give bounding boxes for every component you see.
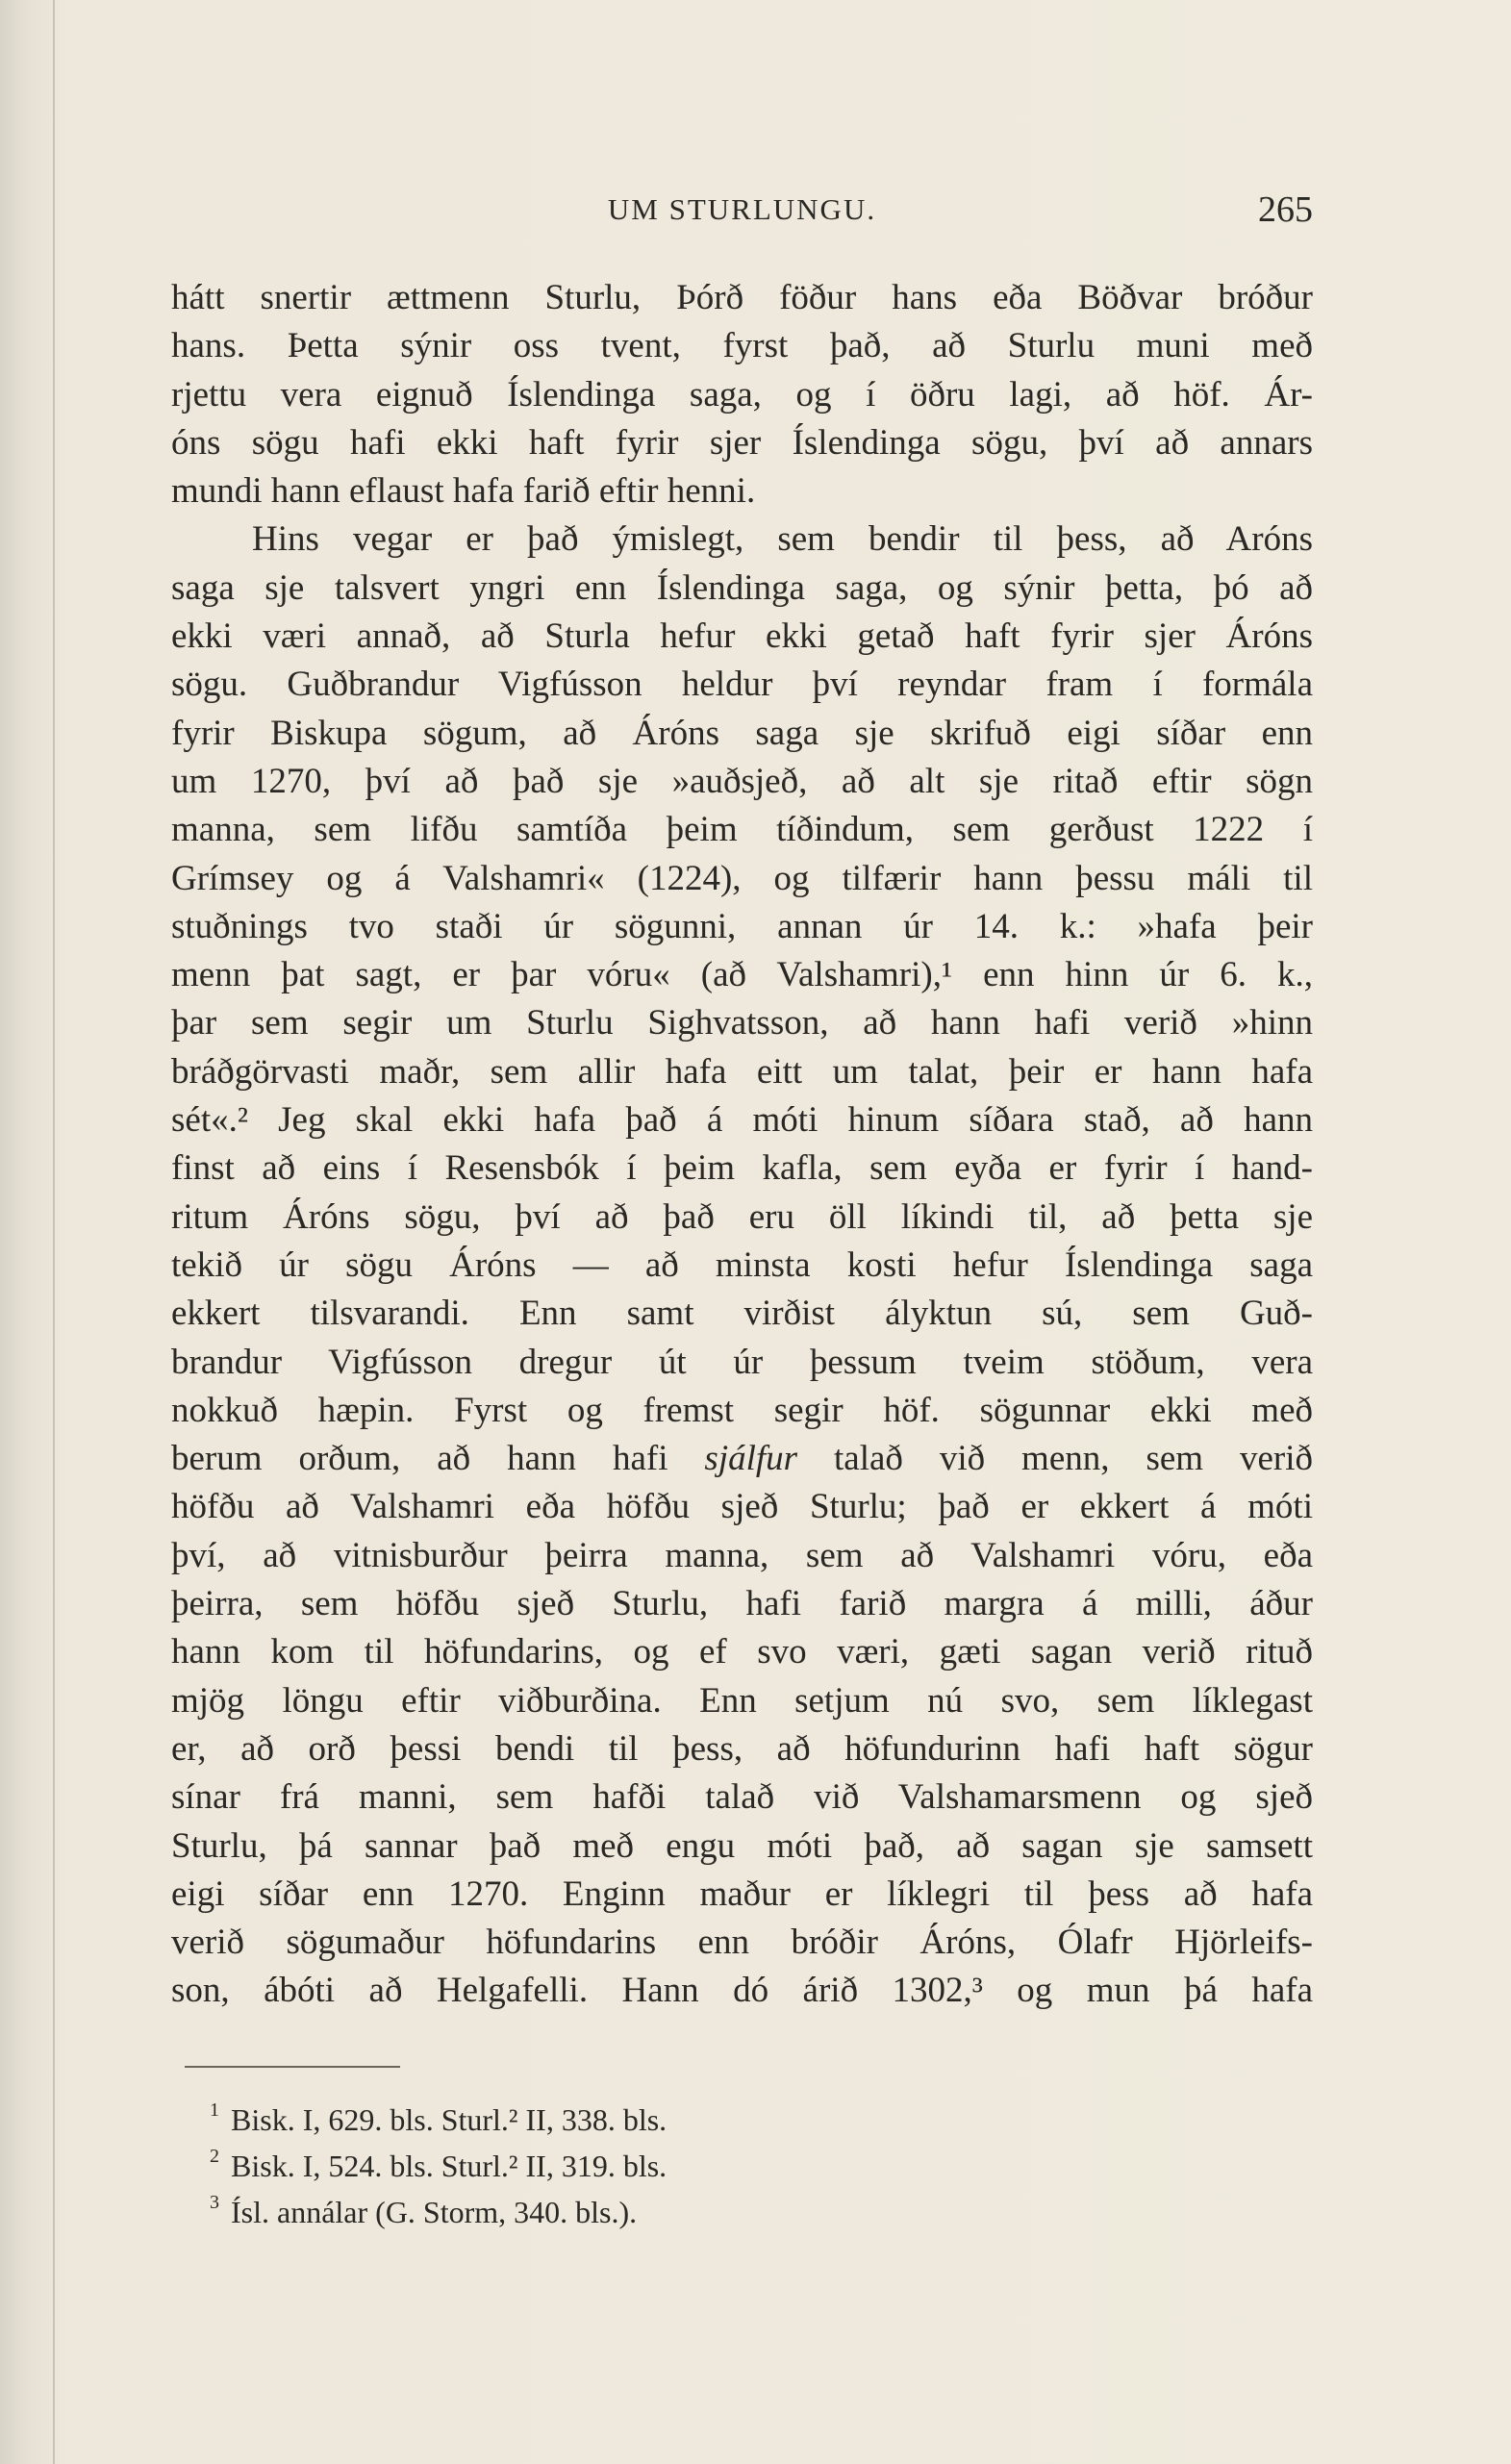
footnote <box>210 2143 1096 2189</box>
text-line: sét«.² Jeg skal ekki hafa það á móti hinum síðara stað, að hann <box>171 1100 1313 1141</box>
text-line: nokkuð hæpin. Fyrst og fremst segir höf. sögunnar ekki með <box>171 1390 1313 1430</box>
text-line: tekið úr sögu Áróns — að minsta kosti hefur Íslendinga saga <box>171 1245 1313 1285</box>
text-line: Grímsey og á Valshamri« (1224), og tilfærir hann þessu máli til <box>171 858 1313 898</box>
text-line: sögu. Guðbrandur Vigfússon heldur því reyndar fram í formála <box>171 665 1313 705</box>
text-line: Hins vegar er það ýmislegt, sem bendir til þess, að Aróns <box>252 519 1313 560</box>
text-line: þar sem segir um Sturlu Sighvatsson, að hann hafi verið »hinn <box>171 1003 1313 1043</box>
text-line: sínar frá manni, sem hafði talað við Valshamarsmenn og sjeð <box>171 1777 1313 1818</box>
text-line: um 1270, því að það sje »auðsjeð, að alt sje ritað eftir sögn <box>171 761 1313 801</box>
text-line: hans. Þetta sýnir oss tvent, fyrst það, að Sturlu muni með <box>171 326 1313 366</box>
text-line: finst að eins í Resensbók í þeim kafla, sem eyða er fyrir í hand- <box>171 1148 1313 1189</box>
footnote-text: Bisk. I, 524. bls. Sturl.² II, 319. bls. <box>231 2149 667 2183</box>
text-line: er, að orð þessi bendi til þess, að höfundurinn hafi haft sögur <box>171 1728 1313 1769</box>
text-line: ekki væri annað, að Sturla hefur ekki getað haft fyrir sjer Áróns <box>171 616 1313 657</box>
footnote-text: Bisk. I, 629. bls. Sturl.² II, 338. bls. <box>231 2102 667 2137</box>
running-title: UM STURLUNGU. <box>607 192 877 226</box>
text-line: ritum Áróns sögu, því að það eru öll líkindi til, að þetta sje <box>171 1196 1313 1237</box>
footnote-mark: 2 <box>210 2146 219 2167</box>
text-line: því, að vitnisburður þeirra manna, sem að Valshamri vóru, eða <box>171 1535 1313 1575</box>
text-line: hátt snertir ættmenn Sturlu, Þórð föður hans eða Böðvar bróður <box>171 278 1313 317</box>
text-line: rjettu vera eignuð Íslendinga saga, og í öðru lagi, að höf. Ár- <box>171 374 1313 415</box>
text-line: mundi hann eflaust hafa farið eftir henni. <box>171 471 756 512</box>
text-line: þeirra, sem höfðu sjeð Sturlu, hafi farið margra á milli, áður <box>171 1584 1313 1624</box>
text-line: verið sögumaður höfundarins enn bróðir Áróns, Ólafr Hjörleifs- <box>171 1923 1313 1963</box>
text-line: bráðgörvasti maðr, sem allir hafa eitt um talat, þeir er hann hafa <box>171 1051 1313 1092</box>
body-text <box>171 274 1313 2016</box>
page-header <box>171 189 1313 237</box>
text-line: ekkert tilsvarandi. Enn samt virðist ályktun sú, sem Guð- <box>171 1294 1313 1334</box>
text-line: fyrir Biskupa sögum, að Áróns saga sje skrifuð eigi síðar enn <box>171 713 1313 753</box>
text-line: höfðu að Valshamri eða höfðu sjeð Sturlu; það er ekkert á móti <box>171 1487 1313 1527</box>
text-line: mjög löngu eftir viðburðina. Enn setjum nú svo, sem líklegast <box>171 1680 1313 1721</box>
text-line: saga sje talsvert yngri enn Íslendinga saga, og sýnir þetta, þó að <box>171 567 1313 608</box>
text-line: hann kom til höfundarins, og ef svo væri, gæti sagan verið rituð <box>171 1632 1313 1672</box>
text-line: menn þat sagt, er þar vóru« (að Valshamri),¹ enn hinn úr 6. k., <box>171 955 1313 995</box>
text-line <box>171 1435 1313 1483</box>
italic-word: sjálfur <box>704 1439 798 1479</box>
text-line: manna, sem lifðu samtíða þeim tíðindum, sem gerðust 1222 í <box>171 810 1313 850</box>
text-line: óns sögu hafi ekki haft fyrir sjer Íslendinga sögu, því að annars <box>171 422 1313 463</box>
page-number: 265 <box>1258 189 1313 230</box>
footnote-mark: 1 <box>210 2099 219 2121</box>
text-segment: berum orðum, að hann hafi <box>171 1439 668 1479</box>
text-line: brandur Vigfússon dregur út úr þessum tveim stöðum, vera <box>171 1342 1313 1382</box>
footnote-mark: 3 <box>210 2192 219 2213</box>
footnotes <box>210 2097 1096 2235</box>
text-line: Sturlu, þá sannar það með engu móti það, að sagan sje samsett <box>171 1825 1313 1866</box>
page-gutter <box>53 0 55 2464</box>
text-line: stuðnings tvo staði úr sögunni, annan úr 14. k.: »hafa þeir <box>171 906 1313 946</box>
text-line: son, ábóti að Helgafelli. Hann dó árið 1302,³ og mun þá hafa <box>171 1971 1313 2011</box>
footnote <box>210 2189 1096 2235</box>
footnote-rule <box>185 2066 400 2068</box>
footnote-text: Ísl. annálar (G. Storm, 340. bls.). <box>231 2195 638 2229</box>
text-segment: talað við menn, sem verið <box>834 1439 1313 1479</box>
text-line: eigi síðar enn 1270. Enginn maður er líklegri til þess að hafa <box>171 1873 1313 1914</box>
footnote <box>210 2097 1096 2143</box>
